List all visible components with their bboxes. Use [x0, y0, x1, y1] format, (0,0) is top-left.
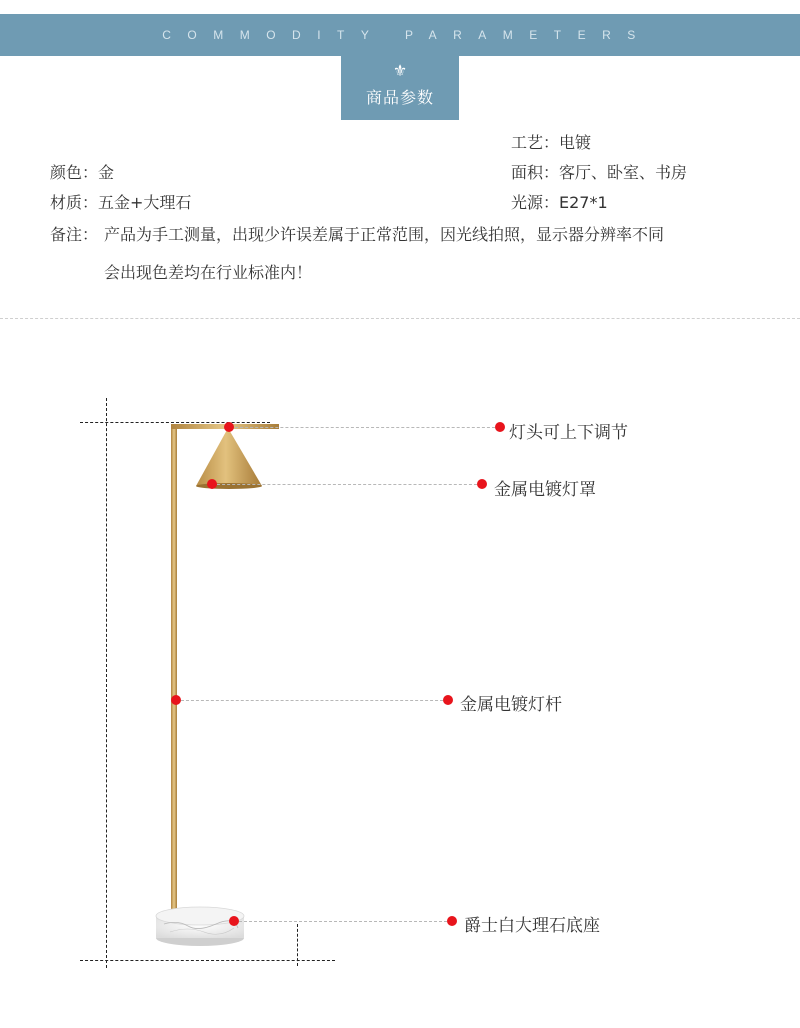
param-note-line-2: 会出现色差均在行业标准内！: [104, 263, 313, 282]
marker-lamp-head-label: [495, 422, 505, 432]
section-banner: COMMODITY PARAMETERS: [0, 14, 800, 56]
marble-base: [156, 907, 244, 946]
leader-line-2: [212, 484, 482, 485]
callout-adjustable-head: 灯头可上下调节: [509, 423, 628, 443]
callout-metal-pole: 金属电镀灯杆: [460, 695, 562, 715]
param-note-line-1: 产品为手工测量，出现少许误差属于正常范围，因光线拍照，显示器分辨率不同: [104, 225, 665, 244]
section-divider: [0, 318, 800, 319]
leader-line-4: [234, 921, 452, 922]
marker-lamp-head: [224, 422, 234, 432]
param-light-source: 光源：E27*1: [511, 193, 608, 212]
param-note-label: 备注：: [50, 225, 99, 244]
leader-line-1: [230, 427, 500, 428]
base-dimension-line: [297, 924, 298, 966]
height-dimension-line: [106, 398, 107, 968]
param-material: 材质：五金+大理石: [50, 193, 192, 212]
param-area: 面积：客厅、卧室、书房: [511, 163, 688, 182]
section-title-tab: [341, 56, 459, 120]
section-title: 商品参数: [365, 88, 434, 107]
marker-pole-label: [443, 695, 453, 705]
param-color: 颜色：金: [50, 163, 115, 182]
floor-lamp-illustration: [150, 418, 290, 958]
marker-base-label: [447, 916, 457, 926]
marker-base: [229, 916, 239, 926]
callout-marble-base: 爵士白大理石底座: [464, 916, 600, 936]
marker-shade-label: [477, 479, 487, 489]
param-craft: 工艺：电镀: [511, 133, 592, 152]
lamp-pole: [171, 424, 279, 914]
marker-pole: [171, 695, 181, 705]
callout-metal-shade: 金属电镀灯罩: [494, 480, 596, 500]
lamp-shade: [196, 428, 262, 489]
leader-line-3: [176, 700, 448, 701]
fleur-de-lis-icon: ⚜: [392, 61, 408, 80]
marker-shade: [207, 479, 217, 489]
